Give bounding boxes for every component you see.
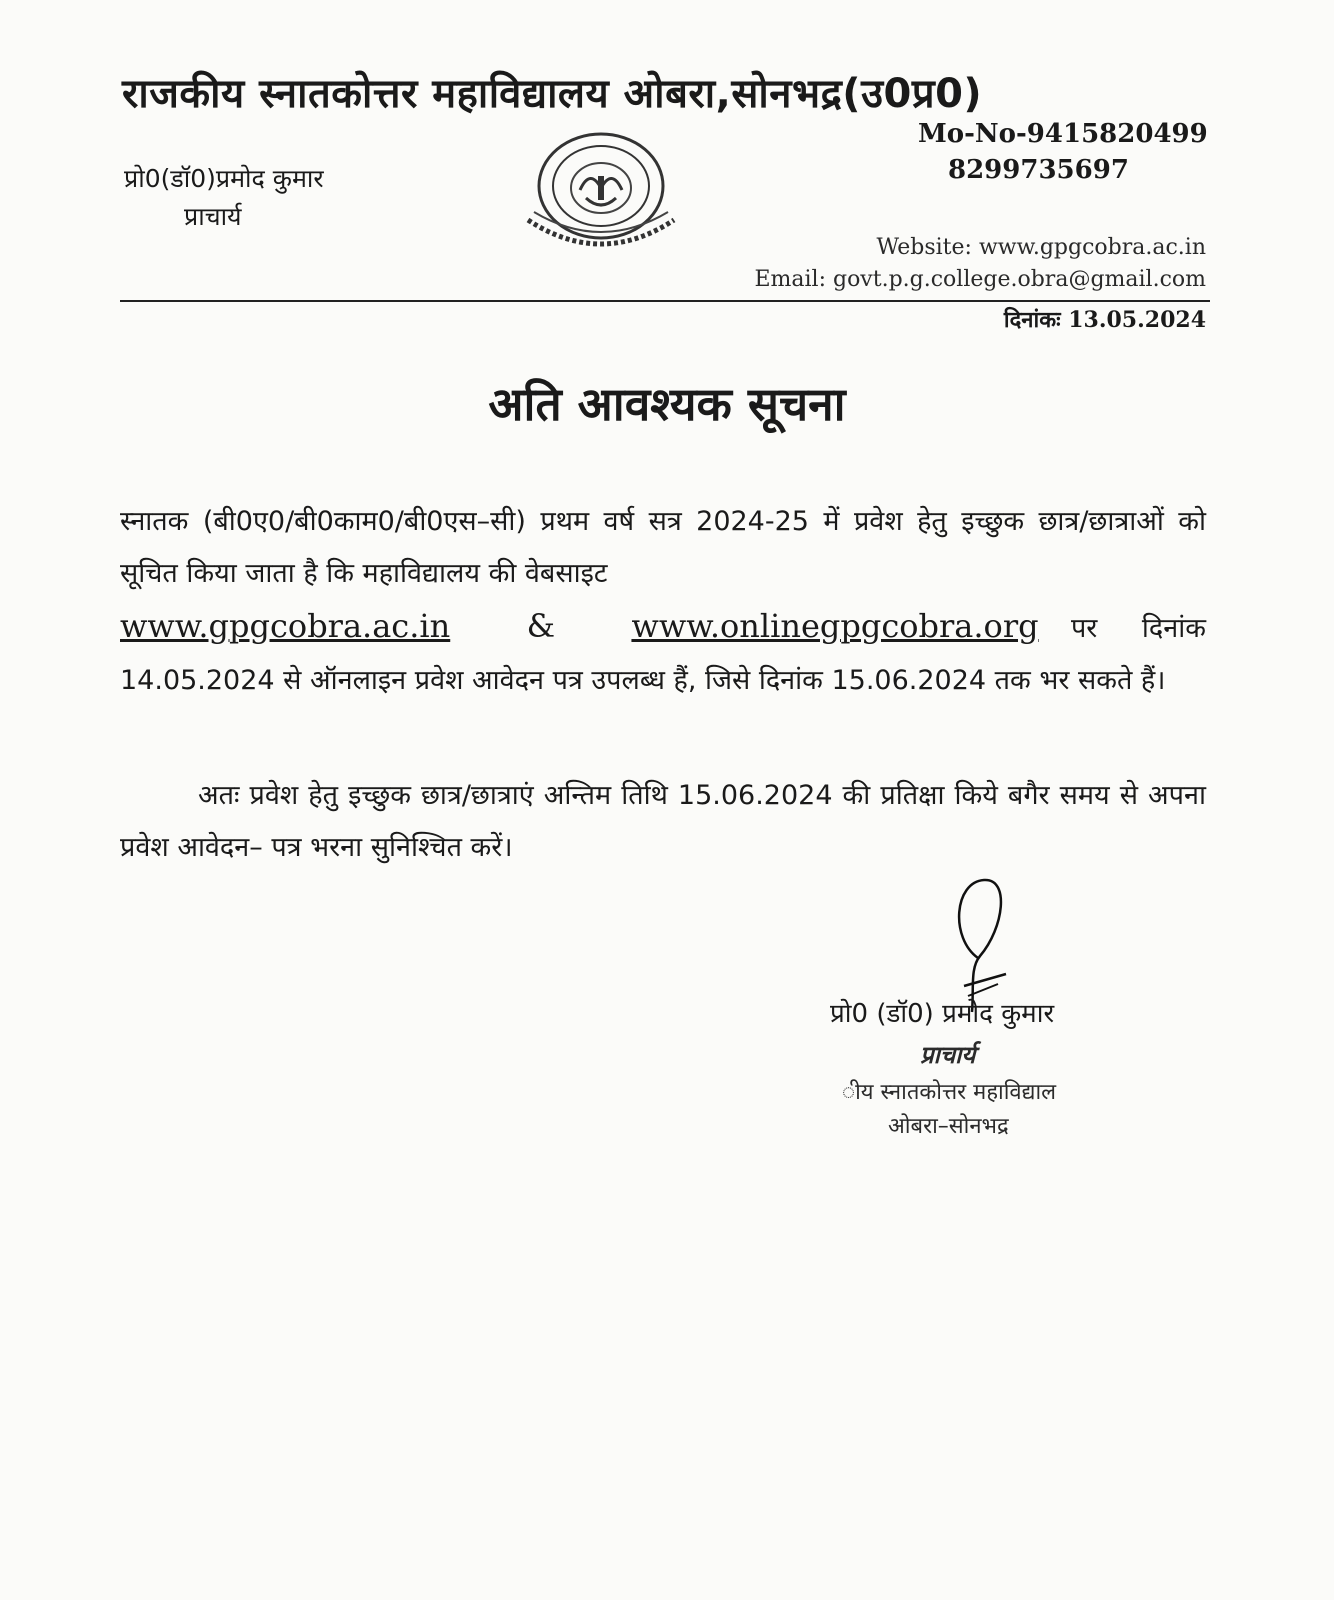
college-seal-emblem bbox=[520, 128, 682, 258]
notice-heading: अति आवश्यक सूचना bbox=[488, 377, 846, 431]
para1-text-1: स्नातक (बी0ए0/बी0काम0/बी0एस–सी) प्रथम वर्ष सत्र 2024-25 में प्रवेश हेतु इच्छुक छात्र/छात्राओं को सूचित किया जाता है कि महाविद्यालय की वेबसाइट bbox=[120, 506, 1206, 589]
stamp-college-name: ीय स्नातकोत्तर महाविद्याल bbox=[842, 1080, 1057, 1105]
mobile-line-2: 8299735697 bbox=[948, 155, 1129, 185]
date-value: 13.05.2024 bbox=[1068, 307, 1206, 333]
college-name: राजकीय स्नातकोत्तर महाविद्यालय ओबरा,सोनभद्र(उ0प्र0) bbox=[122, 71, 983, 117]
para1-text-3: 14.05.2024 से ऑनलाइन प्रवेश आवेदन पत्र उपलब्ध हैं, जिसे दिनांक 15.06.2024 तक भर सकते हैं। bbox=[120, 665, 1166, 696]
website-link-2[interactable]: www.onlinegpgcobra.org bbox=[631, 607, 1039, 645]
mobile-numbers bbox=[918, 116, 1208, 188]
para1-text-2: पर दिनांक bbox=[1070, 613, 1206, 644]
notice-paragraph-1 bbox=[120, 496, 1206, 707]
principal-designation: प्राचार्य bbox=[184, 202, 242, 231]
date-label: दिनांकः bbox=[1003, 308, 1061, 333]
principal-info bbox=[124, 160, 324, 236]
website-link-1[interactable]: www.gpgcobra.ac.in bbox=[120, 607, 451, 645]
email-text: Email: govt.p.g.college.obra@gmail.com bbox=[754, 267, 1206, 292]
signatory-name: प्रो0 (डॉ0) प्रमोद कुमार bbox=[830, 999, 1055, 1029]
ampersand: & bbox=[526, 607, 556, 645]
stamp-place: ओबरा–सोनभद्र bbox=[888, 1114, 1009, 1139]
stamp-designation: प्राचार्य bbox=[920, 1041, 976, 1069]
links-row bbox=[120, 600, 1206, 655]
contact-info bbox=[754, 232, 1206, 296]
header-divider bbox=[120, 300, 1210, 302]
mobile-line-1: Mo-No-9415820499 bbox=[918, 119, 1208, 149]
notice-date bbox=[1004, 304, 1206, 334]
notice-paragraph-2: अतः प्रवेश हेतु इच्छुक छात्र/छात्राएं अन्तिम तिथि 15.06.2024 की प्रतिक्षा किये बगैर समय से अपना प्रवेश आवेदन– पत्र भरना सुनिश्चित करें। bbox=[120, 780, 1206, 863]
website-text: Website: www.gpgcobra.ac.in bbox=[876, 235, 1206, 260]
principal-name: प्रो0(डॉ0)प्रमोद कुमार bbox=[124, 164, 324, 193]
